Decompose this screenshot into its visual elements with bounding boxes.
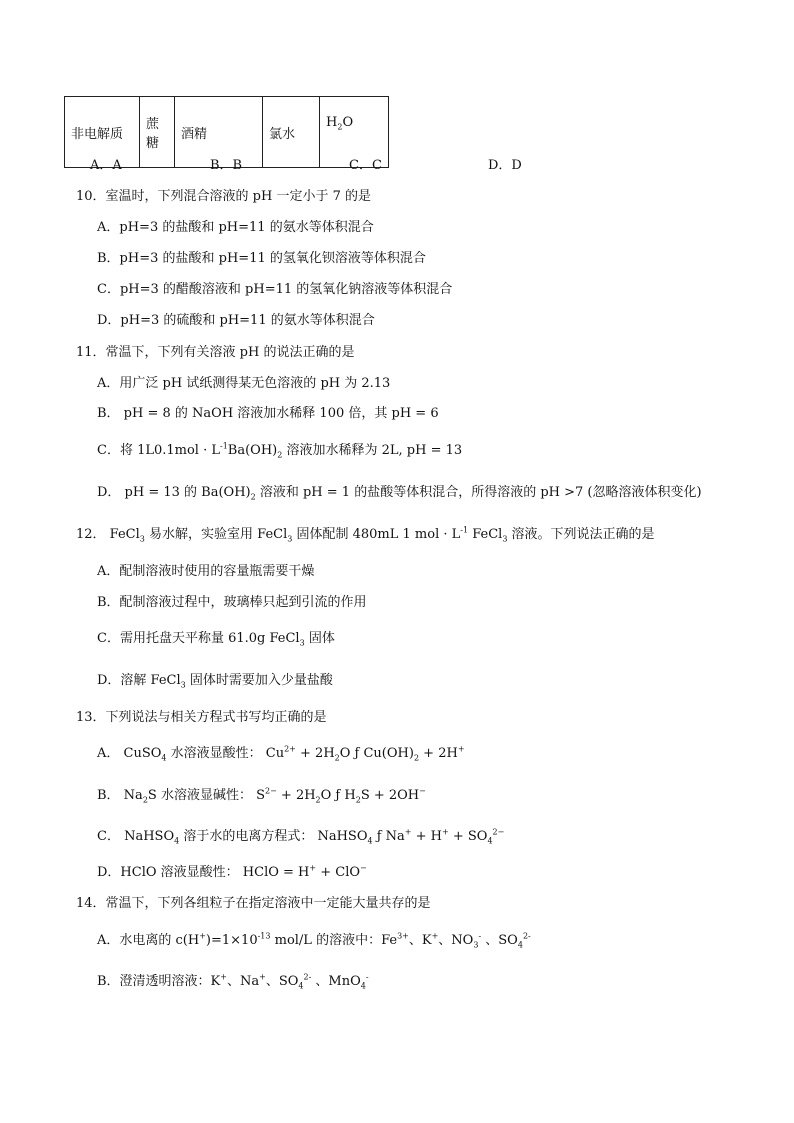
superscript: + xyxy=(442,827,449,837)
text-part: O ƒ Cu(OH) xyxy=(339,746,414,761)
superscript: + xyxy=(404,827,412,837)
q13-option-b xyxy=(97,786,426,805)
text-part: + 2H xyxy=(419,746,458,761)
superscript: 2− xyxy=(264,786,277,796)
table-cell xyxy=(320,97,389,168)
superscript: + xyxy=(431,931,439,941)
text-part: 、SO xyxy=(265,974,299,989)
q11-option-b: B． pH = 8 的 NaOH 溶液加水稀释 100 倍，其 pH = 6 xyxy=(97,406,439,421)
text-part: mol/L 的溶液中：Fe xyxy=(270,933,398,948)
text-part: + ClO xyxy=(316,865,361,880)
question-14-stem: 14．常温下，下列各组粒子在指定溶液中一定能大量共存的是 xyxy=(76,896,431,911)
text-part: 固体 xyxy=(304,631,335,646)
superscript: - xyxy=(478,931,482,941)
subscript: 2 xyxy=(250,492,256,502)
subscript: 2 xyxy=(277,450,283,460)
table-cell: 酒精 xyxy=(175,97,263,168)
text-part: + SO xyxy=(448,829,488,844)
text-part: 水溶液显酸性： Cu xyxy=(166,746,285,761)
subscript: 3 xyxy=(180,680,186,690)
subscript: 4 xyxy=(298,981,304,991)
text-part: 、NO xyxy=(438,933,474,948)
superscript: -1 xyxy=(460,525,469,535)
text-part: O ƒ H xyxy=(320,788,356,803)
superscript: − xyxy=(419,786,426,796)
q11-option-c xyxy=(97,441,463,460)
superscript: 3+ xyxy=(397,931,409,941)
formula-part: H xyxy=(326,115,338,130)
text-part: )=1×10 xyxy=(205,933,258,948)
option-a: A．A xyxy=(90,158,122,173)
q13-option-d xyxy=(97,863,367,880)
text-part: D．HClO 溶液显酸性： HClO = H xyxy=(97,865,310,880)
formula-part: O xyxy=(342,115,354,130)
text-part: 溶液。下列说法正确的是 xyxy=(507,527,655,542)
option-d: D．D xyxy=(488,158,522,173)
question-13-stem: 13．下列说法与相关方程式书写均正确的是 xyxy=(76,710,327,725)
text-part: D． pH = 13 的 Ba(OH) xyxy=(97,485,251,500)
q14-option-b xyxy=(97,972,369,991)
q10-option-a: A．pH=3 的盐酸和 pH=11 的氨水等体积混合 xyxy=(97,220,374,235)
subscript: 4 xyxy=(367,836,373,846)
text-part: + H xyxy=(411,829,442,844)
superscript: - xyxy=(365,972,369,982)
superscript: 2− xyxy=(492,827,505,837)
question-10-stem: 10．室温时，下列混合溶液的 pH 一定小于 7 的是 xyxy=(76,189,372,204)
subscript: 3 xyxy=(473,940,479,950)
text-part: 溶于水的电离方程式： NaHSO xyxy=(179,829,368,844)
question-12-stem xyxy=(76,525,655,544)
subscript: 4 xyxy=(360,981,366,991)
text-part: A．水电离的 c(H xyxy=(97,933,200,948)
text-part: C．将 1L0.1mol · L xyxy=(97,443,220,458)
subscript: 3 xyxy=(299,638,305,648)
subscript: 3 xyxy=(287,534,293,544)
text-part: S + 2OH xyxy=(360,788,420,803)
superscript: + xyxy=(259,972,266,982)
superscript: + xyxy=(199,931,206,941)
subscript: 4 xyxy=(487,836,493,846)
option-b: B．B xyxy=(210,158,243,173)
subscript: 2 xyxy=(413,753,420,763)
text-part: 固体配制 480mL 1 mol · L xyxy=(292,527,461,542)
q14-option-a xyxy=(97,931,531,950)
superscript: + xyxy=(220,972,227,982)
text-part: B．澄清透明溶液：K xyxy=(97,974,221,989)
q12-option-d xyxy=(97,673,333,690)
q12-option-b: B．配制溶液过程中，玻璃棒只起到引流的作用 xyxy=(97,595,367,610)
subscript: 2 xyxy=(355,795,361,805)
subscript: 2 xyxy=(315,795,321,805)
q12-option-a: A．配制溶液时使用的容量瓶需要干燥 xyxy=(97,564,315,579)
text-part: S 水溶液显碱性： S xyxy=(147,788,265,803)
text-part: D．溶解 FeCl xyxy=(97,673,181,688)
text-part: C． NaHSO xyxy=(97,829,175,844)
text-part: + 2H xyxy=(295,746,335,761)
text-part: 、SO xyxy=(481,933,518,948)
subscript: 3 xyxy=(139,534,145,544)
text-part: 、Na xyxy=(226,974,260,989)
subscript: 4 xyxy=(174,836,180,846)
question-11-stem: 11．常温下，下列有关溶液 pH 的说法正确的是 xyxy=(76,345,355,360)
text-part: A． CuSO xyxy=(97,746,162,761)
q10-option-c: C．pH=3 的醋酸溶液和 pH=11 的氢氧化钠溶液等体积混合 xyxy=(97,282,453,297)
subscript: 4 xyxy=(517,940,523,950)
subscript: 2 xyxy=(142,795,148,805)
q12-option-c xyxy=(97,631,335,648)
text-part: 溶液加水稀释为 2L, pH = 13 xyxy=(282,443,463,458)
table-cell: 非电解质 xyxy=(65,97,140,168)
text-part: FeCl xyxy=(468,527,503,542)
subscript: 4 xyxy=(161,753,167,763)
text-part: 、MnO xyxy=(311,974,361,989)
table-cell: 蔗糖 xyxy=(140,97,175,168)
text-part: C．需用托盘天平称量 61.0g FeCl xyxy=(97,631,300,646)
superscript: + xyxy=(457,744,465,754)
superscript: -13 xyxy=(257,931,271,941)
subscript: 2 xyxy=(334,753,340,763)
table-row xyxy=(65,97,389,168)
superscript: 2- xyxy=(303,972,312,982)
q11-option-a: A．用广泛 pH 试纸测得某无色溶液的 pH 为 2.13 xyxy=(97,376,391,391)
q10-option-b: B．pH=3 的盐酸和 pH=11 的氢氧化钡溶液等体积混合 xyxy=(97,251,426,266)
text-part: B． Na xyxy=(97,788,143,803)
subscript: 3 xyxy=(502,534,508,544)
text-part: 12． FeCl xyxy=(76,527,140,542)
subscript: 2 xyxy=(337,122,343,132)
q13-option-a xyxy=(97,744,465,763)
text-part: 易水解，实验室用 FeCl xyxy=(144,527,288,542)
superscript: 2- xyxy=(522,931,531,941)
q11-option-d xyxy=(97,485,702,502)
text-part: ƒ Na xyxy=(372,829,405,844)
text-part: Ba(OH) xyxy=(227,443,278,458)
superscript: + xyxy=(309,863,317,873)
text-part: + 2H xyxy=(276,788,316,803)
table-cell: 氯水 xyxy=(263,97,320,168)
text-part: 固体时需要加入少量盐酸 xyxy=(185,673,333,688)
option-c: C．C xyxy=(349,158,382,173)
superscript: -1 xyxy=(220,441,228,451)
q13-option-c xyxy=(97,827,505,846)
q10-option-d: D．pH=3 的硫酸和 pH=11 的氨水等体积混合 xyxy=(97,313,375,328)
superscript: 2+ xyxy=(284,744,296,754)
text-part: 溶液和 pH = 1 的盐酸等体积混合，所得溶液的 pH >7 (忽略溶液体积变化) xyxy=(255,485,702,500)
text-part: 、K xyxy=(408,933,432,948)
superscript: − xyxy=(360,863,367,873)
